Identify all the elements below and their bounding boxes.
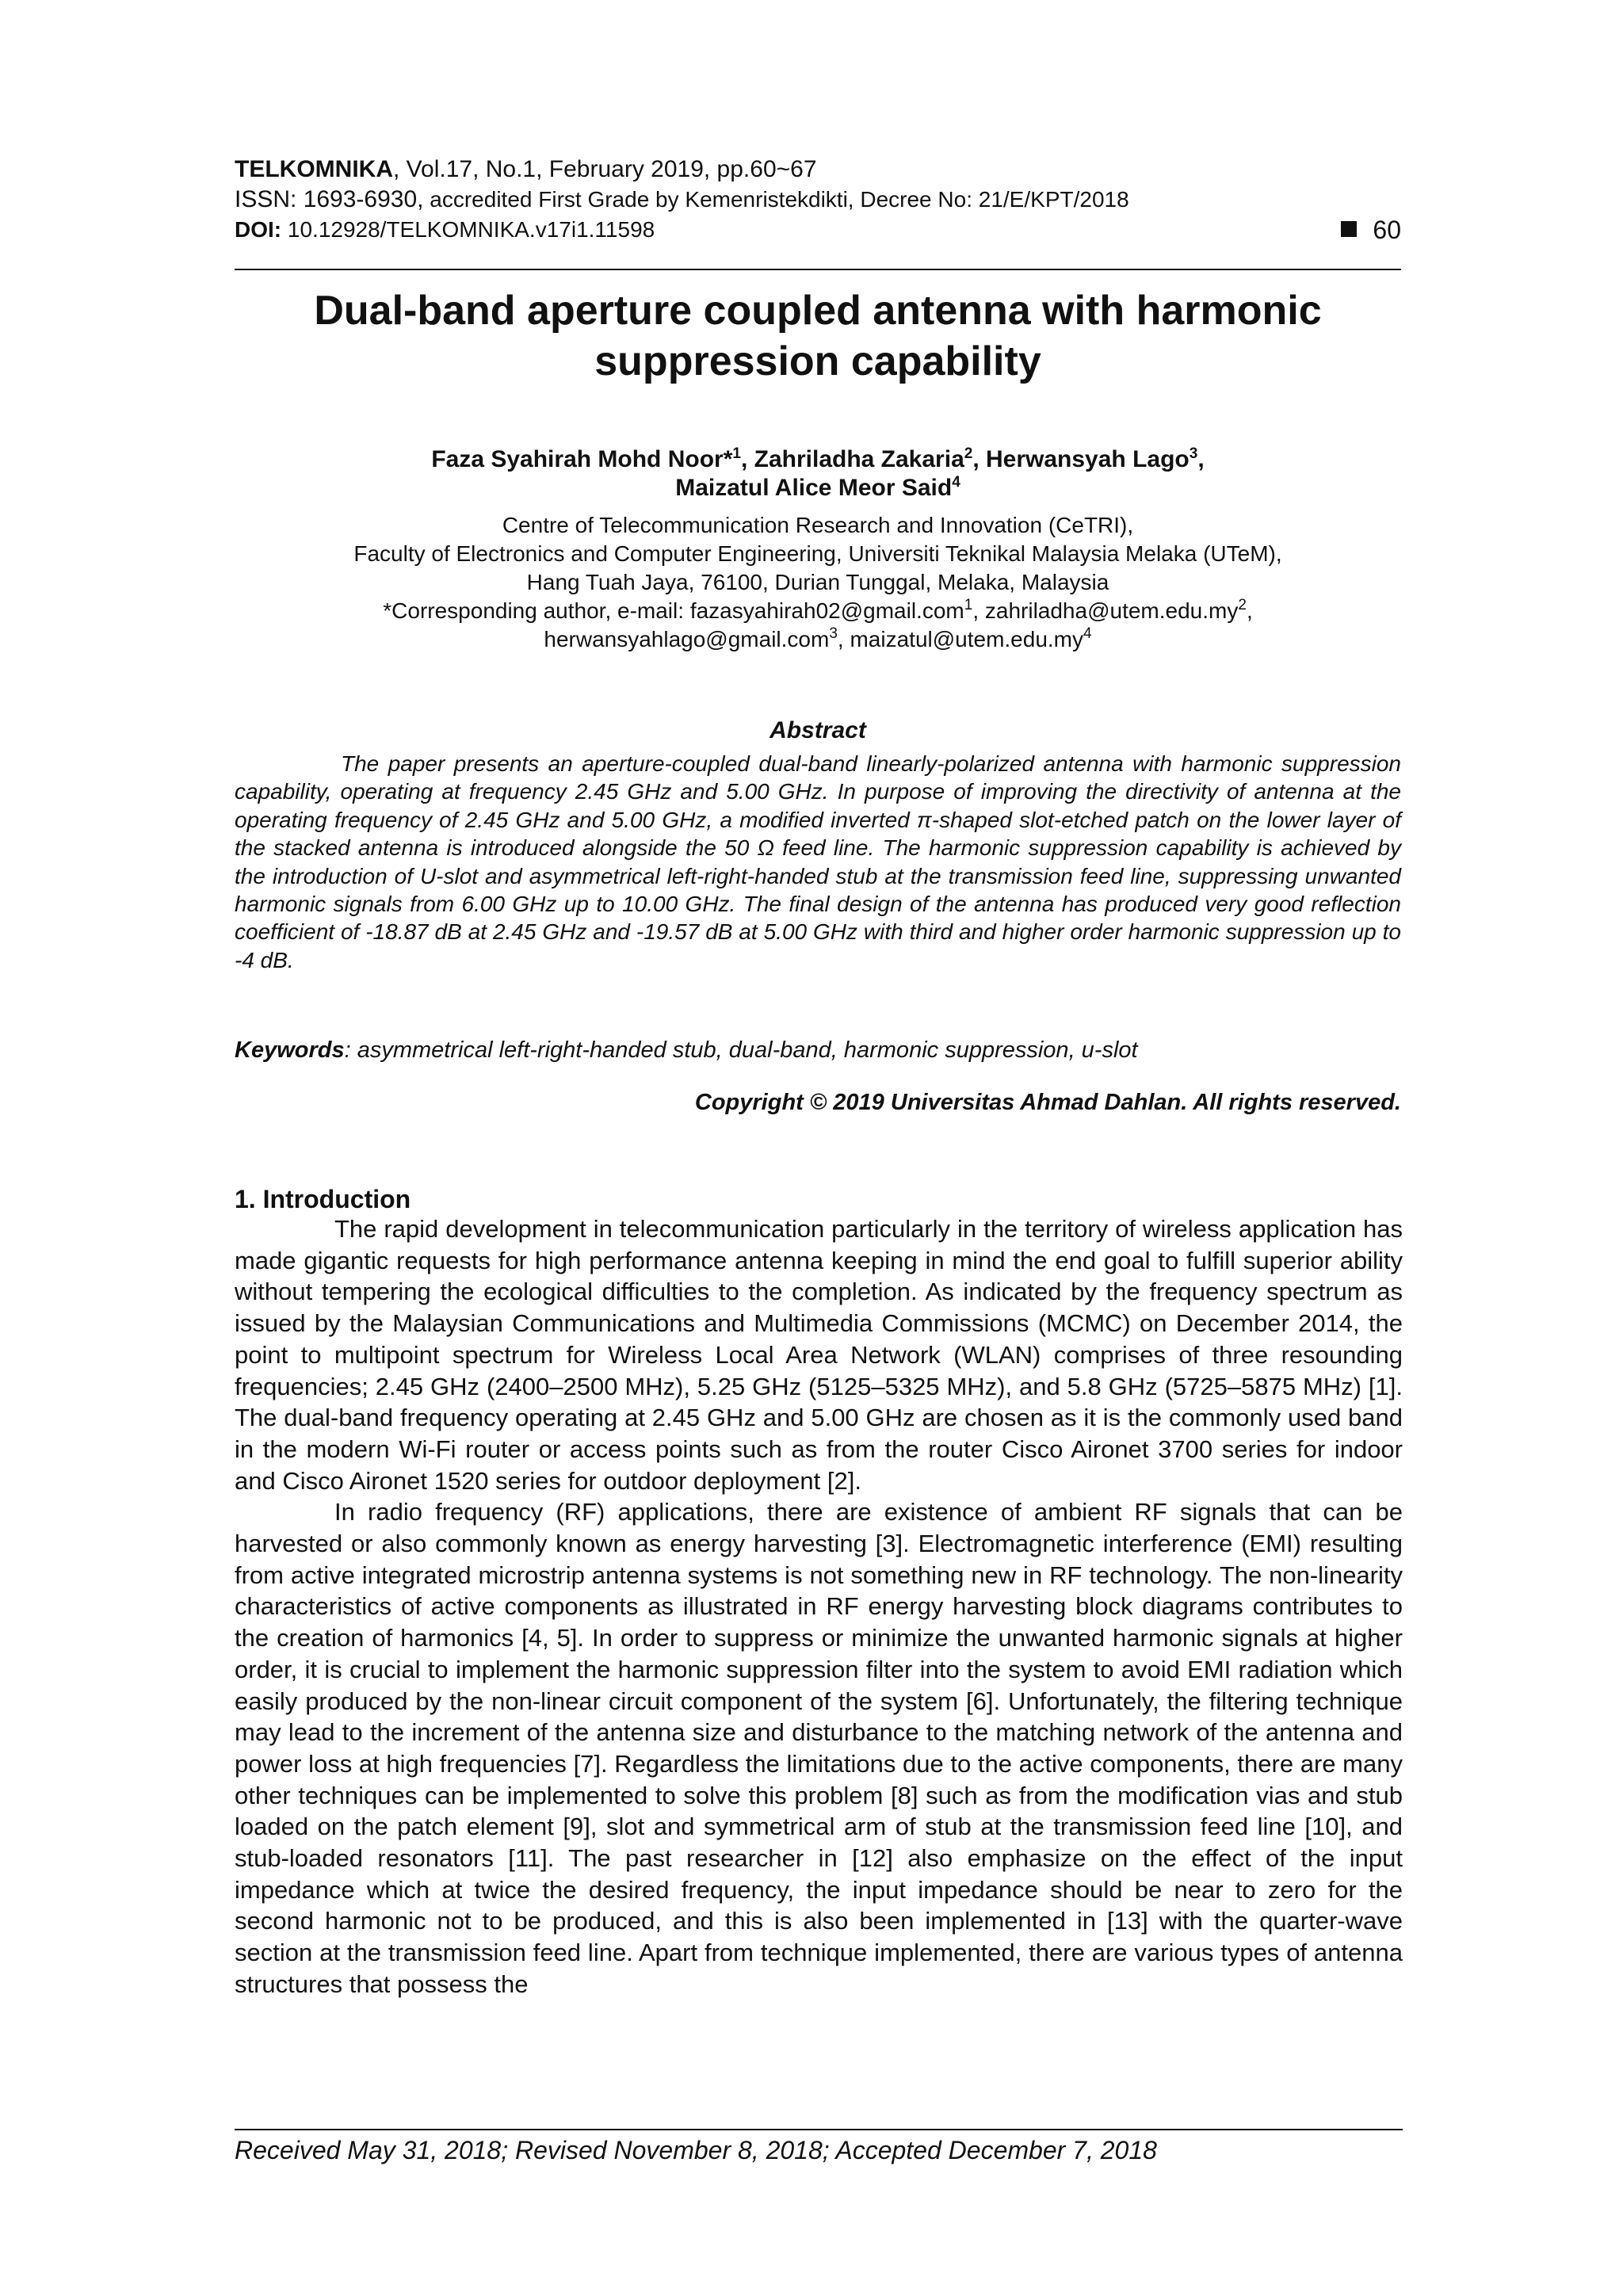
issn-line bbox=[235, 185, 1401, 215]
keywords-text: : asymmetrical left-right-handed stub, dual-band, harmonic suppression, u-slot bbox=[344, 1037, 1138, 1063]
author-separator: , bbox=[740, 446, 754, 472]
email-affil-mark: 3 bbox=[829, 625, 838, 642]
body-paragraph: In radio frequency (RF) applications, there are existence of ambient RF signals that can be harvested or also commonly known as energy harvesting [3]. Electromagnetic interference (EMI) resulting from active integrated microstrip antenna systems is not something new in RF technology. The non-linearity characteristics of active components as illustrated in RF energy harvesting block diagrams contributes to the creation of harmonics [4, 5]. In order to suppress or minimize the unwanted harmonic signals at higher order, it is crucial to implement the harmonic suppression filter into the system to avoid EMI radiation which easily produced by the non-linear circuit component of the system [6]. Unfortunately, the filtering technique may lead to the increment of the antenna size and disturbance to the matching network of the antenna and power loss at high frequencies [7]. Regardless the limitations due to the active components, there are many other techniques can be implemented to solve this problem [8] such as from the modification vias and stub loaded on the patch element [9], slot and symmetrical arm of stub at the transmission feed line [10], and stub-loaded resonators [11]. The past researcher in [12] also emphasize on the effect of the input impedance which at twice the desired frequency, the input impedance should be near to zero for the second harmonic not to be produced, and this is also been implemented in [13] with the quarter-wave section at the transmission feed line. Apart from technique implemented, there are various types of antenna structures that possess the bbox=[235, 1498, 1403, 1998]
section-heading: 1. Introduction bbox=[235, 1185, 411, 1213]
affiliation-line: Hang Tuah Jaya, 76100, Durian Tunggal, Melaka, Malaysia bbox=[526, 570, 1109, 594]
author-affil-mark: 2 bbox=[964, 445, 973, 462]
keywords-label: Keywords bbox=[235, 1037, 345, 1063]
email-link[interactable]: herwansyahlago@gmail.com bbox=[544, 627, 830, 651]
email-affil-mark: 2 bbox=[1238, 597, 1247, 613]
section-body bbox=[235, 1213, 1403, 2000]
author-name: Faza Syahirah Mohd Noor* bbox=[431, 446, 733, 472]
accreditation: accredited First Grade by Kemenristekdikti, Decree No: 21/E/KPT/2018 bbox=[423, 187, 1129, 212]
author-separator: , bbox=[1197, 446, 1205, 472]
journal-name: TELKOMNIKA bbox=[235, 156, 393, 182]
email-link[interactable]: maizatul@utem.edu.my bbox=[850, 627, 1084, 651]
volume-info: , Vol.17, No.1, February 2019, pp.60~67 bbox=[392, 156, 817, 182]
page-number bbox=[1341, 215, 1401, 245]
author-affil-mark: 1 bbox=[732, 445, 741, 462]
abstract-heading: Abstract bbox=[769, 717, 866, 743]
keywords bbox=[235, 1036, 1401, 1064]
header-rule bbox=[235, 269, 1401, 270]
doi-value: 10.12928/TELKOMNIKA.v17i1.11598 bbox=[281, 217, 655, 242]
doi-line bbox=[235, 215, 1401, 245]
submission-dates: Received May 31, 2018; Revised November 8, 2018; Accepted December 7, 2018 bbox=[235, 2136, 1157, 2164]
author-name: Maizatul Alice Meor Said bbox=[675, 475, 953, 501]
abstract-text: The paper presents an aperture-coupled dual-band linearly-polarized antenna with harmonic suppression capability, operating at frequency 2.45 GHz and 5.00 GHz. In purpose of improving the directivity of antenna at the operating frequency of 2.45 GHz and 5.00 GHz, a modified inverted π-shaped slot-etched patch on the lower layer of the stacked antenna is introduced alongside the 50 Ω feed line. The harmonic suppression capability is achieved by the introduction of U-slot and asymmetrical left-right-handed stub at the transmission feed line, suppressing unwanted harmonic signals from 6.00 GHz up to 10.00 GHz. The final design of the antenna has produced very good reflection coefficient of -18.87 dB at 2.45 GHz and -19.57 dB at 5.00 GHz with third and higher order harmonic suppression up to -4 dB. bbox=[235, 751, 1401, 972]
copyright-notice: Copyright © 2019 Universitas Ahmad Dahlan. All rights reserved. bbox=[694, 1090, 1401, 1115]
square-bullet-icon bbox=[1341, 221, 1357, 237]
author-separator: , bbox=[972, 446, 986, 472]
email-line: herwansyahlago@gmail.com$^3$, $maizatul@utem.edu.my^4$ bbox=[544, 625, 1092, 651]
author-name: Herwansyah Lago bbox=[986, 446, 1190, 472]
page-number-value: 60 bbox=[1373, 216, 1401, 244]
author-list bbox=[235, 445, 1401, 502]
journal-line bbox=[235, 155, 1401, 185]
affiliation-line: Centre of Telecommunication Research and Innovation (CeTRI), bbox=[502, 513, 1134, 537]
footer-rule bbox=[235, 2129, 1403, 2130]
corresponding-line: *Corresponding author, e-mail: fazasyahirah02@gmail.com$^1$, $zahriladha@utem.edu.my^2$, bbox=[383, 597, 1253, 623]
email-link[interactable]: fazasyahirah02@gmail.com bbox=[689, 598, 964, 623]
affiliation-line: Faculty of Electronics and Computer Engineering, Universiti Teknikal Malaysia Melaka (UTeM), bbox=[353, 541, 1282, 566]
author-affil-mark: 3 bbox=[1189, 445, 1198, 462]
affiliation-block bbox=[235, 511, 1401, 654]
running-header bbox=[235, 155, 1401, 245]
email-prefix: *Corresponding author, e-mail: bbox=[383, 598, 690, 623]
author-affil-mark: 4 bbox=[952, 474, 960, 491]
email-link[interactable]: zahriladha@utem.edu.my bbox=[984, 598, 1239, 623]
doi-label: DOI: bbox=[235, 217, 282, 242]
email-affil-mark: 1 bbox=[964, 597, 973, 613]
issn: ISSN: 1693-6930, bbox=[235, 186, 424, 212]
paper-title: Dual-band aperture coupled antenna with harmonic suppression capability bbox=[314, 288, 1322, 384]
author-name: Zahriladha Zakaria bbox=[754, 446, 964, 472]
body-paragraph: The rapid development in telecommunication particularly in the territory of wireless application has made gigantic requests for high performance antenna keeping in mind the end goal to fulfill superior ability without tempering the ecological difficulties to the completion. As indicated by the frequency spectrum as issued by the Malaysian Communications and Multimedia Commissions (MCMC) on December 2014, the point to multipoint spectrum for Wireless Local Area Network (WLAN) comprises of three resounding frequencies; 2.45 GHz (2400–2500 MHz), 5.25 GHz (5125–5325 MHz), and 5.8 GHz (5725–5875 MHz) [1]. The dual-band frequency operating at 2.45 GHz and 5.00 GHz are chosen as it is the commonly used band in the modern Wi-Fi router or access points such as from the router Cisco Aironet 3700 series for indoor and Cisco Aironet 1520 series for outdoor deployment [2]. bbox=[235, 1215, 1403, 1495]
email-affil-mark: 4 bbox=[1083, 625, 1092, 642]
